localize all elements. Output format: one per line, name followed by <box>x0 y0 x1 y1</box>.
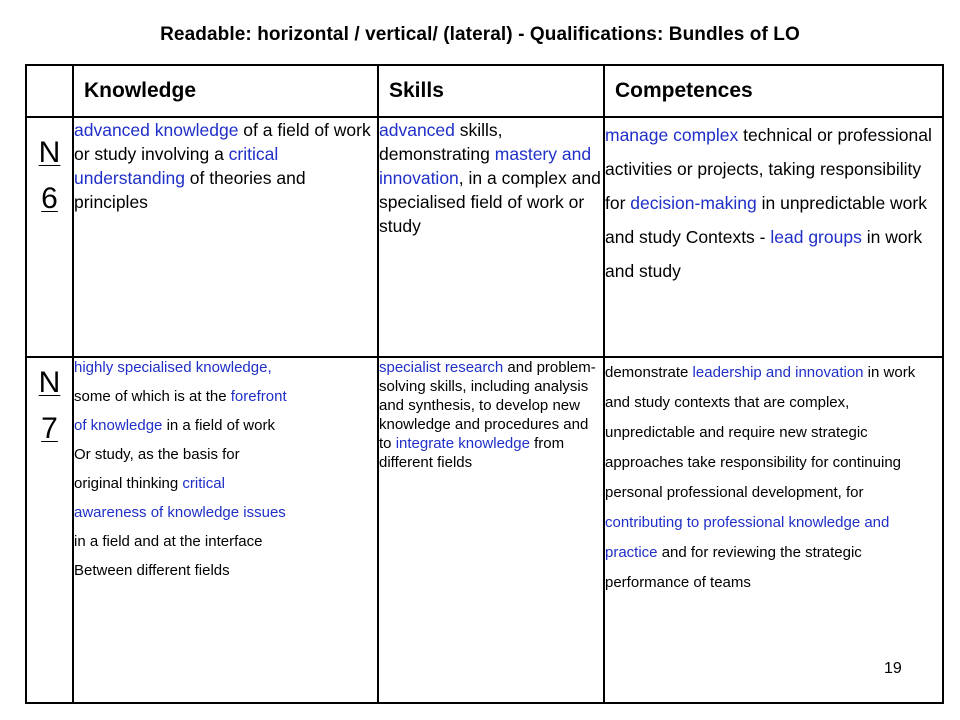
slide-title: Readable: horizontal / vertical/ (lateral) - Qualifications: Bundles of LO <box>160 24 800 45</box>
competences-seg: and for reviewing the strategic performance of teams <box>605 544 862 591</box>
knowledge-line <box>74 358 377 378</box>
knowledge-cell-n7 <box>73 357 378 703</box>
page-number: 19 <box>884 660 902 677</box>
header-row <box>26 65 943 117</box>
competences-seg: manage complex <box>605 125 739 145</box>
skills-cell-n7 <box>378 357 604 703</box>
knowledge-line <box>74 532 377 552</box>
knowledge-seg: Between different fields <box>74 562 230 579</box>
competences-seg: lead groups <box>770 227 862 247</box>
knowledge-header: Knowledge <box>73 65 378 117</box>
competences-seg: demonstrate <box>605 364 693 381</box>
table-row-n7 <box>26 357 943 703</box>
level-cell-n6 <box>26 117 73 357</box>
knowledge-seg: of a field of work or study involving a <box>74 120 371 164</box>
skills-seg: mastery and innovation <box>379 144 592 188</box>
table-row-n6 <box>26 117 943 357</box>
competences-seg: in work and study <box>605 227 923 281</box>
knowledge-seg: of knowledge <box>74 417 163 434</box>
knowledge-line <box>74 387 377 407</box>
skills-seg: advanced <box>379 120 455 140</box>
competences-seg: contributing to professional knowledge and practice <box>605 514 890 561</box>
knowledge-seg: original thinking <box>74 475 183 492</box>
skills-seg: and problem-solving skills, including analysis and synthesis, to develop new knowledge and procedures and to <box>379 359 596 452</box>
level-letter: N <box>38 366 61 399</box>
knowledge-cell-n6 <box>73 117 378 357</box>
competences-seg: technical or professional activities or projects, taking responsibility for <box>605 125 932 213</box>
knowledge-line <box>74 416 377 436</box>
skills-seg: skills, demonstrating <box>379 120 503 164</box>
competences-seg: decision-making <box>630 193 757 213</box>
skills-header: Skills <box>378 65 604 117</box>
skills-seg: , in a complex and specialised field of work or study <box>379 168 601 236</box>
knowledge-seg: in a field and at the interface <box>74 533 263 550</box>
skills-cell-n6 <box>378 117 604 357</box>
knowledge-seg: of theories and principles <box>74 168 306 212</box>
knowledge-seg: advanced knowledge <box>74 120 239 140</box>
knowledge-seg: some of which is at the <box>74 388 231 405</box>
knowledge-line <box>74 474 377 494</box>
skills-seg: from different fields <box>379 435 565 471</box>
skills-seg: specialist research <box>379 359 504 376</box>
competences-seg: leadership and innovation <box>692 364 864 381</box>
knowledge-seg: forefront <box>230 388 287 405</box>
knowledge-seg: Or study, as the basis for <box>74 446 240 463</box>
competences-cell-n7 <box>604 357 943 703</box>
knowledge-seg: highly specialised knowledge, <box>74 359 272 376</box>
level-number: 7 <box>41 412 58 445</box>
knowledge-line <box>74 503 377 523</box>
level-number: 6 <box>41 182 58 215</box>
competences-cell-n6 <box>604 117 943 357</box>
competences-seg: in unpredictable work and study Contexts - <box>605 193 927 247</box>
learning-outcomes-table <box>25 64 944 704</box>
level-letter: N <box>38 136 61 169</box>
knowledge-line <box>74 561 377 581</box>
level-header <box>26 65 73 117</box>
competences-header: Competences <box>604 65 943 117</box>
competences-seg: in work and study contexts that are complex, unpredictable and require new strategic approaches take responsibility for continuing personal professional development, for <box>605 364 916 501</box>
knowledge-seg: awareness of knowledge issues <box>74 504 286 521</box>
knowledge-seg: critical <box>182 475 225 492</box>
level-cell-n7 <box>26 357 73 703</box>
knowledge-seg: in a field of work <box>162 417 275 434</box>
knowledge-seg: critical understanding <box>74 144 279 188</box>
knowledge-line <box>74 445 377 465</box>
skills-seg: integrate knowledge <box>395 435 530 452</box>
